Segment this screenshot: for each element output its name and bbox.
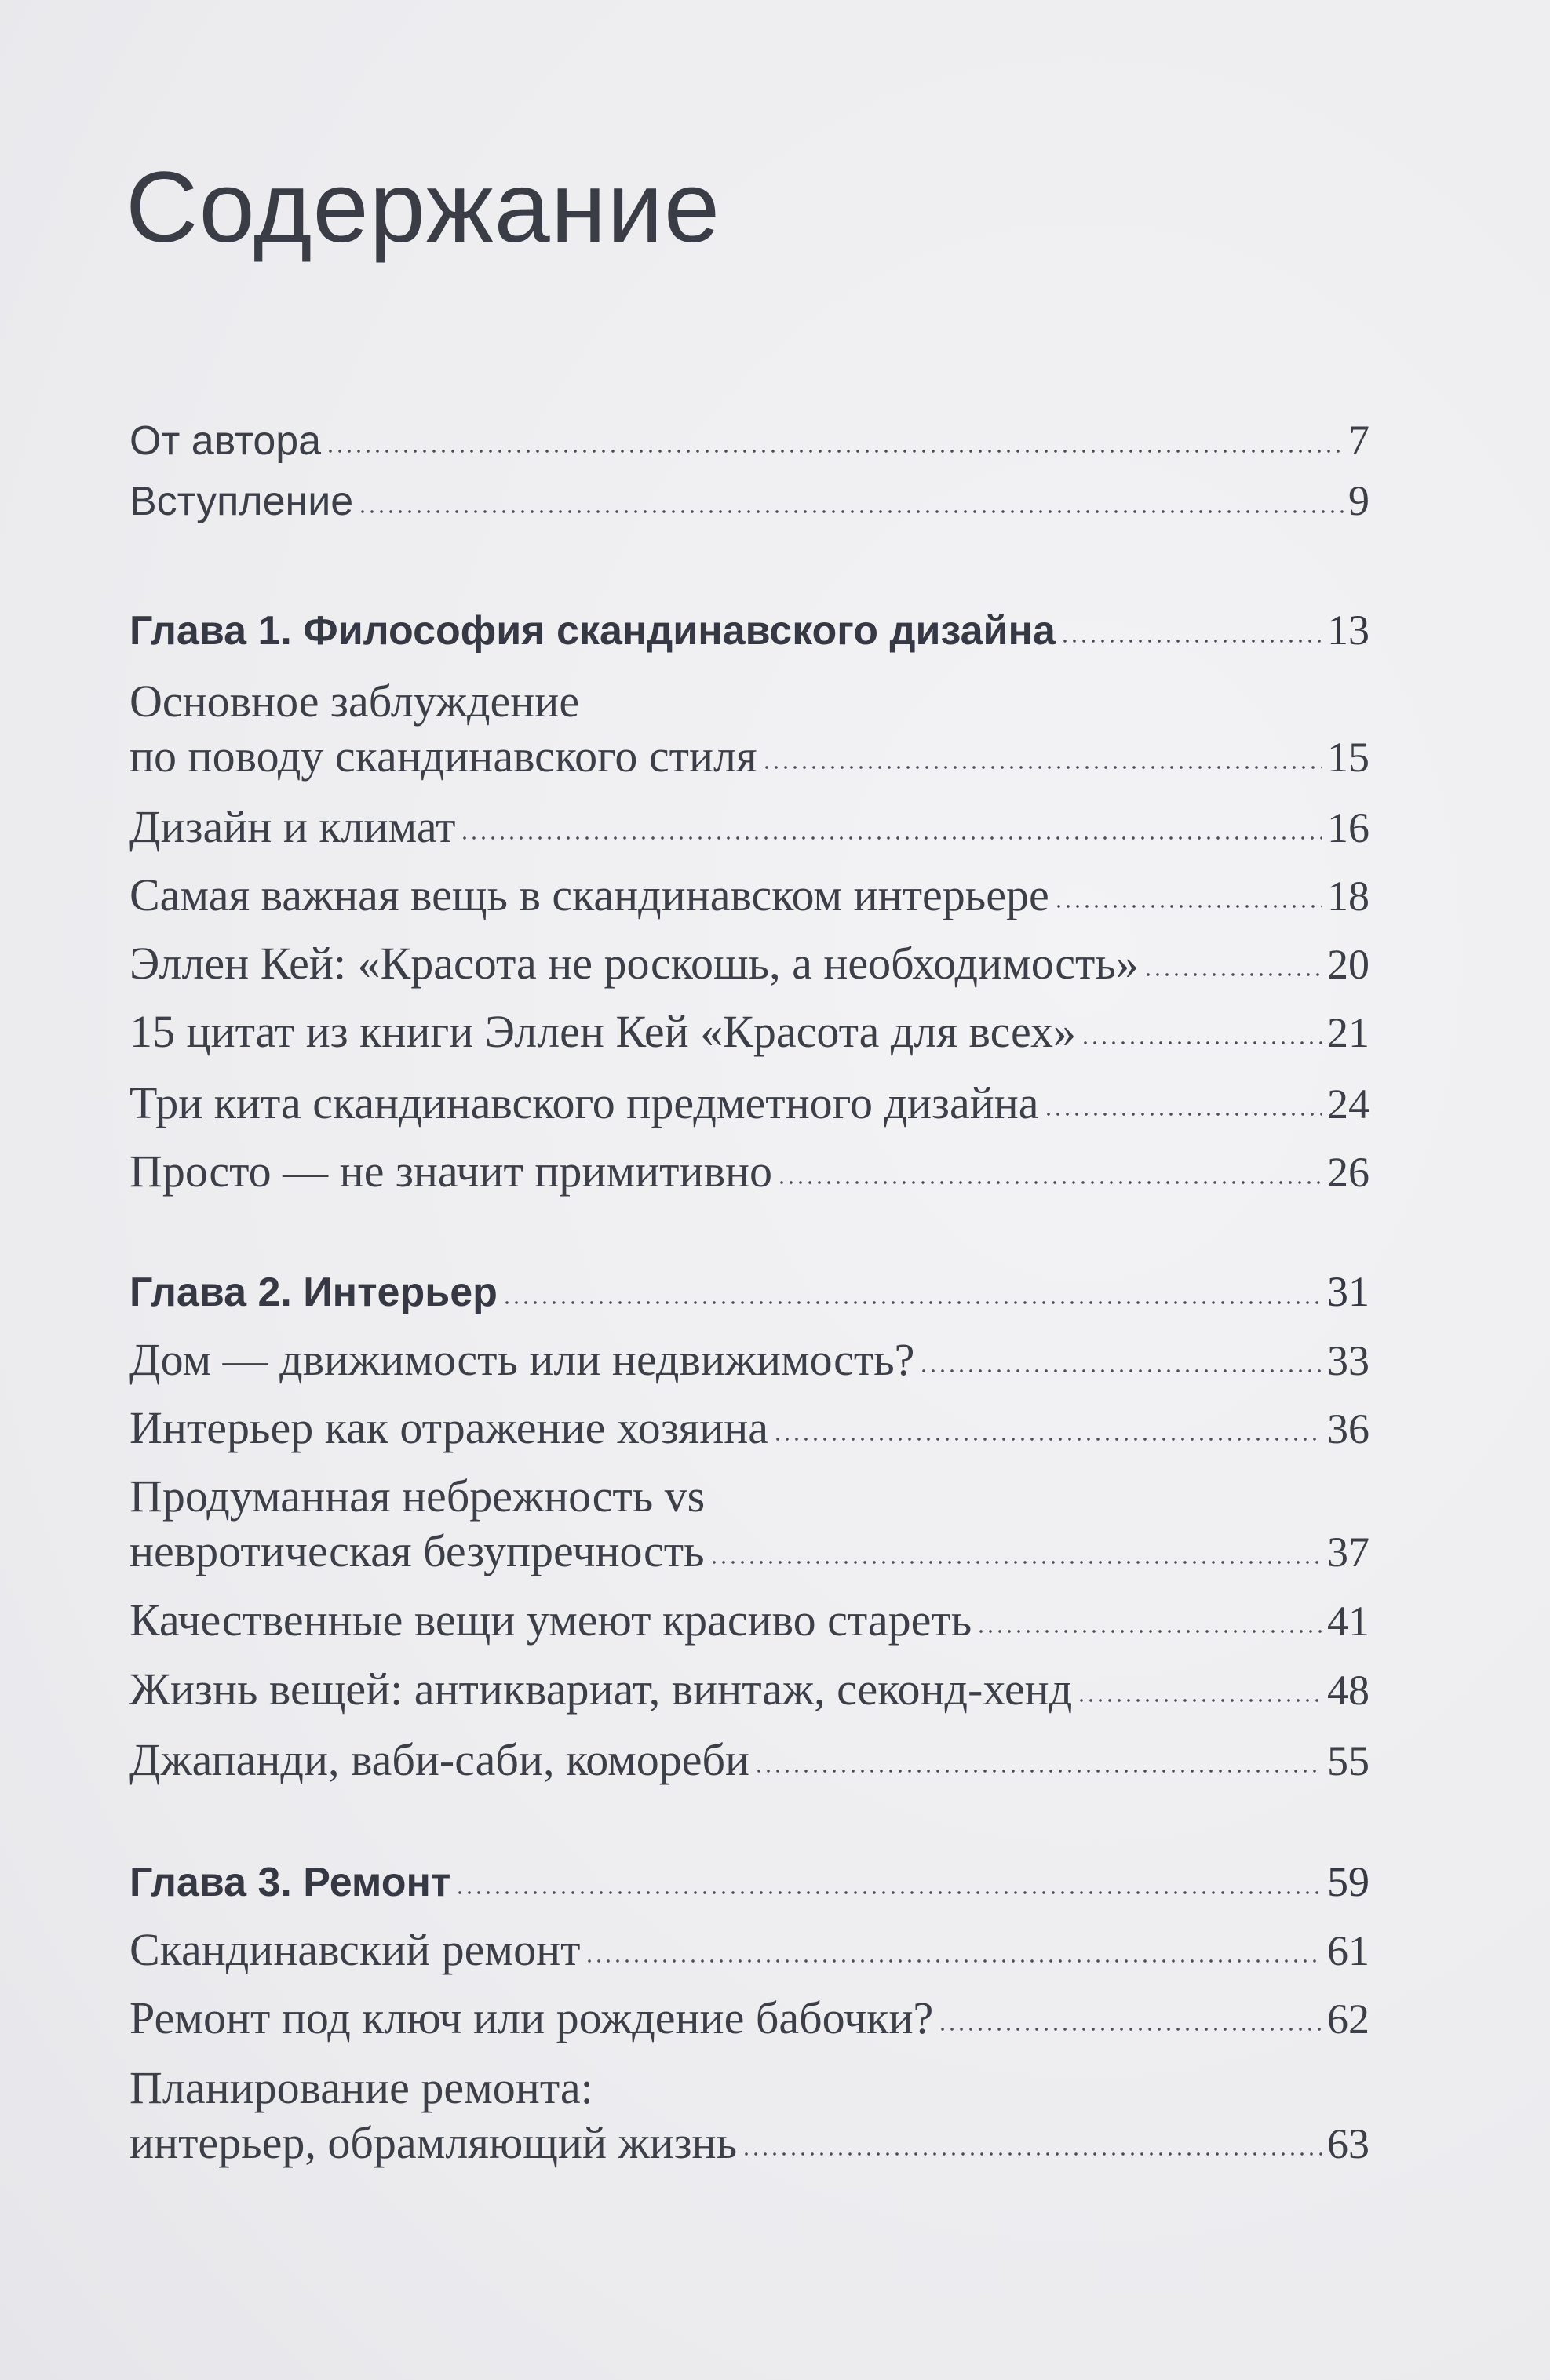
toc-entry-line: [129, 1733, 1369, 1788]
toc-entry: [129, 1733, 1369, 1788]
dot-leader: [585, 1959, 1322, 1963]
page-number: 41: [1327, 1598, 1369, 1645]
toc-entry: [129, 1923, 1369, 1977]
dot-leader: [709, 1560, 1322, 1565]
page-number: 20: [1327, 941, 1369, 988]
toc-entry-line: [129, 603, 1369, 658]
toc-entry: [129, 473, 1369, 528]
page-number: 62: [1327, 1995, 1369, 2043]
toc-entry: [129, 936, 1369, 991]
toc-entry-title: по поводу скандинавского стиля: [129, 731, 757, 782]
toc-entry: [129, 674, 1369, 784]
dot-leader: [502, 1300, 1322, 1305]
toc-entry-title: Самая важная вещь в скандинавском интерьере: [129, 869, 1049, 920]
toc-entry: [129, 1076, 1369, 1131]
page-title: Содержание: [126, 151, 721, 264]
page-number: 7: [1348, 417, 1369, 464]
toc-entry-title: Глава 1. Философия скандинавского дизайна: [129, 608, 1056, 654]
toc-entry-title: невротическая безупречность: [129, 1525, 705, 1576]
toc-entry-title: Ремонт под ключ или рождение бабочки?: [129, 1992, 934, 2043]
page-number: 48: [1327, 1667, 1369, 1714]
toc-entry-title: Основное заблуждение: [129, 676, 580, 727]
dot-leader: [762, 765, 1322, 770]
toc-entry-title: Глава 3. Ремонт: [129, 1860, 451, 1905]
dot-leader: [938, 2027, 1322, 2032]
toc-entry: [129, 1004, 1369, 1059]
page-number: 61: [1327, 1927, 1369, 1974]
dot-leader: [976, 1629, 1322, 1634]
dot-leader: [742, 2152, 1322, 2156]
toc-entry-line: [129, 800, 1369, 855]
toc-entry-line: [129, 1264, 1369, 1319]
dot-leader: [326, 449, 1344, 454]
page-number: 24: [1327, 1081, 1369, 1128]
page-number: 59: [1327, 1858, 1369, 1905]
toc-entry-line: [129, 1332, 1369, 1387]
toc-entry-line: [129, 729, 1369, 784]
toc-entry-line: [129, 1662, 1369, 1717]
dot-leader: [754, 1769, 1322, 1773]
toc-entry-line: [129, 1076, 1369, 1131]
dot-leader: [1054, 904, 1322, 909]
toc-entry-title: Вступление: [129, 479, 354, 524]
toc-entry: [129, 1144, 1369, 1199]
page-number: 21: [1327, 1009, 1369, 1056]
toc-entry-title: Дом — движимость или недвижимость?: [129, 1334, 915, 1385]
toc-entry-line: [129, 473, 1369, 528]
toc-entry-line: [129, 2116, 1369, 2170]
toc-entry-title: Просто — не значит примитивно: [129, 1146, 772, 1197]
toc-entry-title: Интерьер как отражение хозяина: [129, 1402, 769, 1453]
toc-entry-line: [129, 1004, 1369, 1059]
toc-entry-title: Скандинавский ремонт: [129, 1924, 581, 1975]
page-number: 63: [1327, 2120, 1369, 2167]
page-number: 13: [1327, 607, 1369, 654]
dot-leader: [1081, 1041, 1322, 1045]
toc-entry-title: Глава 2. Интерьер: [129, 1270, 498, 1315]
toc-entry-line: [129, 674, 1369, 729]
toc-entry: [129, 1662, 1369, 1717]
toc-entry: [129, 1593, 1369, 1648]
toc-entry-title: интерьер, обрамляющий жизнь: [129, 2117, 738, 2168]
toc-entry-line: [129, 2061, 1369, 2116]
page-number: 33: [1327, 1337, 1369, 1384]
page-number: 9: [1348, 477, 1369, 524]
toc-entry-line: [129, 413, 1369, 468]
toc-entry-line: [129, 868, 1369, 923]
dot-leader: [1044, 1112, 1322, 1117]
toc-entry-line: [129, 1144, 1369, 1199]
toc-entry-title: Качественные вещи умеют красиво стареть: [129, 1595, 972, 1646]
dot-leader: [1143, 972, 1322, 977]
dot-leader: [919, 1369, 1322, 1373]
toc-entry-line: [129, 1593, 1369, 1648]
toc-entry-line: [129, 1854, 1369, 1909]
toc-entry-title: Эллен Кей: «Красота не роскошь, а необходимость»: [129, 938, 1139, 989]
toc-entry-line: [129, 1991, 1369, 2046]
toc-entry-line: [129, 1524, 1369, 1579]
page-number: 16: [1327, 804, 1369, 851]
toc-entry: [129, 800, 1369, 855]
page-number: 26: [1327, 1149, 1369, 1196]
toc-chapter-entry: [129, 603, 1369, 658]
toc-chapter-entry: [129, 1264, 1369, 1319]
toc-chapter-entry: [129, 1854, 1369, 1909]
toc-entry-line: [129, 1923, 1369, 1977]
toc-entry-title: Джапанди, ваби-саби, комореби: [129, 1734, 750, 1785]
toc-entry: [129, 868, 1369, 923]
toc-entry: [129, 1401, 1369, 1456]
page-number: 18: [1327, 873, 1369, 920]
toc-entry: [129, 1469, 1369, 1579]
dot-leader: [773, 1437, 1322, 1441]
dot-leader: [1060, 639, 1322, 643]
toc-entry-line: [129, 1401, 1369, 1456]
toc-entry-title: Три кита скандинавского предметного дизайна: [129, 1077, 1039, 1128]
page-number: 15: [1327, 734, 1369, 781]
toc-entry-title: Продуманная небрежность vs: [129, 1471, 706, 1522]
page-number: 36: [1327, 1405, 1369, 1452]
toc-entry-title: Жизнь вещей: антиквариат, винтаж, секонд-хенд: [129, 1664, 1073, 1715]
toc-entry-line: [129, 936, 1369, 991]
dot-leader: [1077, 1698, 1322, 1703]
toc-entry: [129, 1332, 1369, 1387]
toc-entry-title: Дизайн и климат: [129, 801, 456, 852]
toc-entry: [129, 2061, 1369, 2170]
toc-entry-title: Планирование ремонта:: [129, 2062, 593, 2113]
toc-entry-title: 15 цитат из книги Эллен Кей «Красота для всех»: [129, 1006, 1077, 1057]
toc-entry: [129, 1991, 1369, 2046]
dot-leader: [460, 836, 1322, 840]
dot-leader: [455, 1890, 1322, 1895]
page-number: 55: [1327, 1737, 1369, 1784]
toc-entry: [129, 413, 1369, 468]
dot-leader: [777, 1180, 1322, 1185]
dot-leader: [358, 509, 1344, 514]
page-number: 31: [1327, 1268, 1369, 1315]
page-number: 37: [1327, 1529, 1369, 1576]
toc-entry-line: [129, 1469, 1369, 1524]
toc-entry-title: От автора: [129, 418, 322, 464]
